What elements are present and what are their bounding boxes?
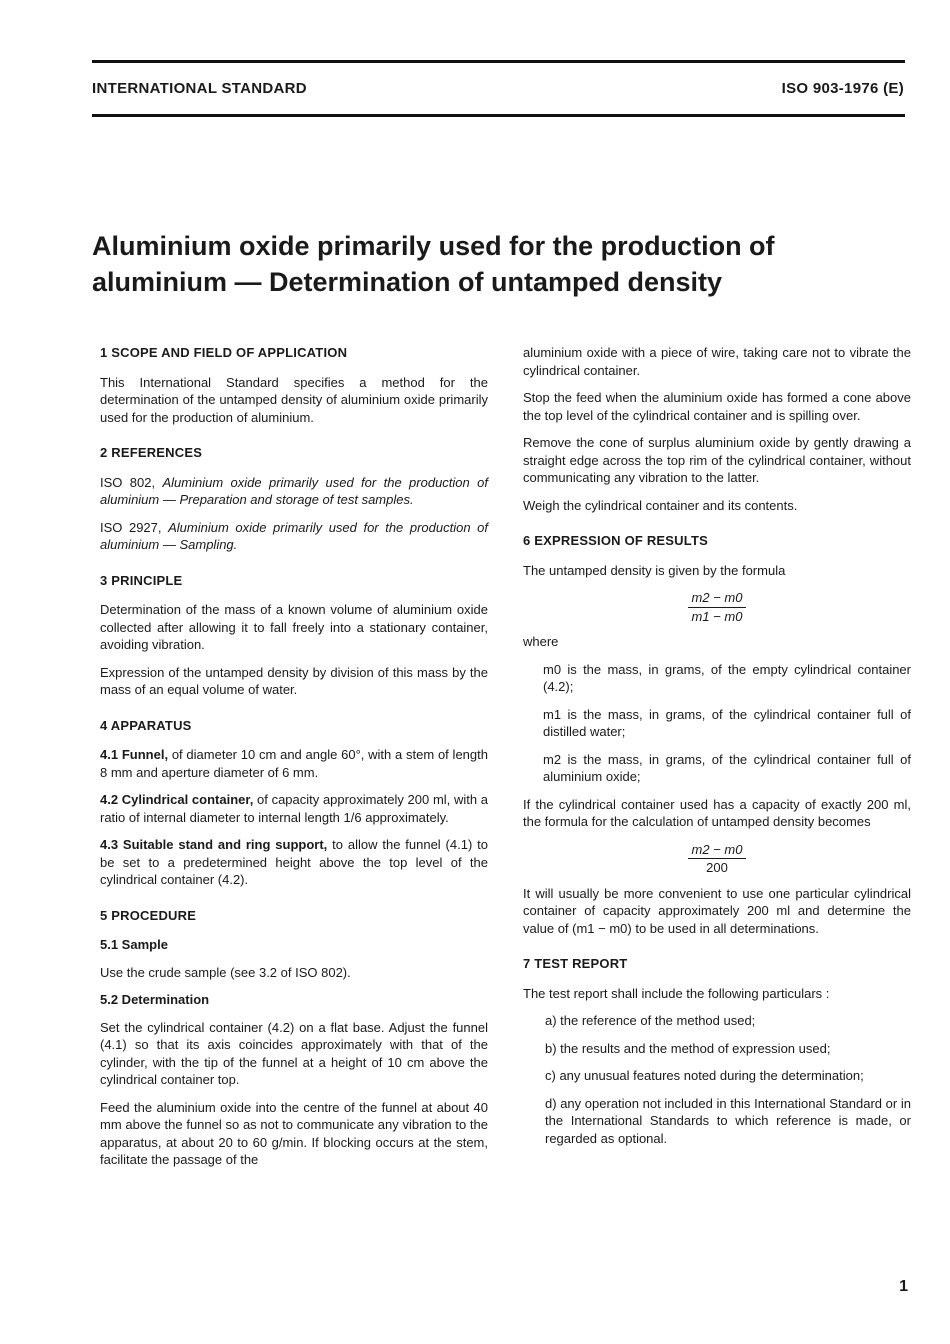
paragraph: This International Standard specifies a method for the determination of the untamped density of aluminium oxide primarily used for the production of aluminium. [100, 374, 488, 425]
definition: m0 is the mass, in grams, of the empty cylindrical container (4.2); [543, 661, 911, 694]
list-item: d) any operation not included in this International Standard or in the International Standards to which reference is made, or regarded as optional. [545, 1095, 911, 1146]
header-standard-number: ISO 903-1976 (E) [781, 80, 904, 97]
reference-code: ISO 802, [100, 474, 156, 490]
header-bottom-rule [92, 114, 905, 117]
paragraph: Determination of the mass of a known volume of aluminium oxide collected after allowing it to fall freely into a stationary container, avoiding vibration. [100, 602, 488, 652]
definition: m1 is the mass, in grams, of the cylindrical container full of distilled water; [543, 706, 911, 739]
section-test-report [523, 955, 911, 1147]
section-heading: 6 EXPRESSION OF RESULTS [523, 533, 708, 548]
page-number: 1 [899, 1278, 908, 1295]
list-item: b) the results and the method of expression used; [545, 1040, 831, 1056]
title-line-1: Aluminium oxide primarily used for the production of [92, 231, 775, 261]
section-heading: 4 APPARATUS [100, 717, 192, 733]
section-expression-of-results [523, 532, 911, 937]
header-top-rule [92, 60, 905, 63]
reference-title: Aluminium oxide primarily used for the production of aluminium — Sampling. [100, 519, 488, 552]
paragraph: Weigh the cylindrical container and its contents. [523, 497, 798, 513]
paragraph: Stop the feed when the aluminium oxide has formed a cone above the top level of the cylindrical container and is spilling over. [523, 390, 911, 423]
document-title [92, 228, 852, 300]
section-heading: 7 TEST REPORT [523, 956, 628, 971]
formula-denominator: m1 − m0 [691, 608, 743, 624]
paragraph: Remove the cone of surplus aluminium oxide by gently drawing a straight edge across the top rim of the cylindrical container, without communicating any vibration to the latter. [523, 435, 911, 485]
section-heading: 2 REFERENCES [100, 445, 203, 460]
subsection-heading: 5.2 Determination [100, 992, 210, 1007]
item-label: 4.2 Cylindrical container, [100, 792, 254, 807]
item-text: of capacity approximately 200 ml, with a ratio of internal diameter to internal length 1/6 approximately. [100, 792, 488, 825]
reference-code: ISO 2927, [100, 519, 162, 535]
where-label: where [523, 634, 559, 649]
fraction [688, 589, 747, 625]
density-formula [523, 589, 911, 625]
item-label: 4.1 Funnel, [100, 747, 169, 762]
section-scope [100, 344, 488, 426]
reference-item [100, 474, 488, 509]
formula-denominator: 200 [706, 860, 728, 875]
section-heading: 1 SCOPE AND FIELD OF APPLICATION [100, 345, 348, 360]
section-principle [100, 572, 488, 699]
formula-numerator: m2 − m0 [688, 841, 747, 860]
reference-item [100, 519, 488, 554]
apparatus-item [100, 836, 488, 889]
paragraph: Set the cylindrical container (4.2) on a flat base. Adjust the funnel (4.1) so that its axis coincides approximately with that of the cylinder, with the tip of the funnel at a height of 10 cm above the cylindrical container top. [100, 1019, 488, 1087]
simplified-formula [523, 841, 911, 877]
paragraph: It will usually be more convenient to use one particular cylindrical container of capacity approximately 200 ml and determine the value of (m1 − m0) to be used in all determinations. [523, 885, 911, 936]
left-column [100, 344, 488, 1187]
apparatus-item [100, 791, 488, 826]
item-label: 4.3 Suitable stand and ring support, [100, 837, 328, 852]
header-standard-label: INTERNATIONAL STANDARD [92, 80, 307, 97]
right-column [523, 344, 911, 1165]
paragraph: The test report shall include the following particulars : [523, 985, 830, 1001]
section-heading: 3 PRINCIPLE [100, 572, 183, 588]
section-references [100, 444, 488, 554]
item-text: to allow the funnel (4.1) to be set to a predetermined height above the top level of the cylindrical container (4.2). [100, 837, 488, 887]
title-line-2: aluminium — Determination of untamped density [92, 267, 723, 297]
section-procedure [100, 907, 488, 1169]
item-text: of diameter 10 cm and angle 60°, with a stem of length 8 mm and aperture diameter of 6 mm. [100, 747, 488, 780]
fraction [688, 841, 747, 877]
list-item: c) any unusual features noted during the determination; [545, 1068, 864, 1083]
definition: m2 is the mass, in grams, of the cylindrical container full of aluminium oxide; [543, 751, 911, 784]
paragraph: Expression of the untamped density by division of this mass by the mass of an equal volume of water. [100, 664, 488, 697]
particulars-list [523, 1012, 911, 1147]
apparatus-item [100, 746, 488, 781]
subsection-heading: 5.1 Sample [100, 937, 168, 952]
paragraph: Feed the aluminium oxide into the centre of the funnel at about 40 mm above the funnel so as not to communicate any vibration to the apparatus, at about 20 to 60 g/min. If blocking occurs at the stem, facilitate the passage of the [100, 1099, 488, 1167]
procedure-continued [523, 344, 911, 514]
formula-numerator: m2 − m0 [688, 589, 747, 608]
symbol-definitions [523, 661, 911, 786]
reference-title: Aluminium oxide primarily used for the production of aluminium — Preparation and storage of test samples. [100, 474, 488, 507]
paragraph: Use the crude sample (see 3.2 of ISO 802). [100, 964, 351, 980]
section-heading: 5 PROCEDURE [100, 907, 197, 923]
paragraph: aluminium oxide with a piece of wire, taking care not to vibrate the cylindrical container. [523, 345, 911, 378]
section-apparatus [100, 717, 488, 889]
list-item: a) the reference of the method used; [545, 1013, 756, 1028]
paragraph: The untamped density is given by the formula [523, 562, 786, 578]
paragraph: If the cylindrical container used has a capacity of exactly 200 ml, the formula for the calculation of untamped density becomes [523, 796, 911, 829]
